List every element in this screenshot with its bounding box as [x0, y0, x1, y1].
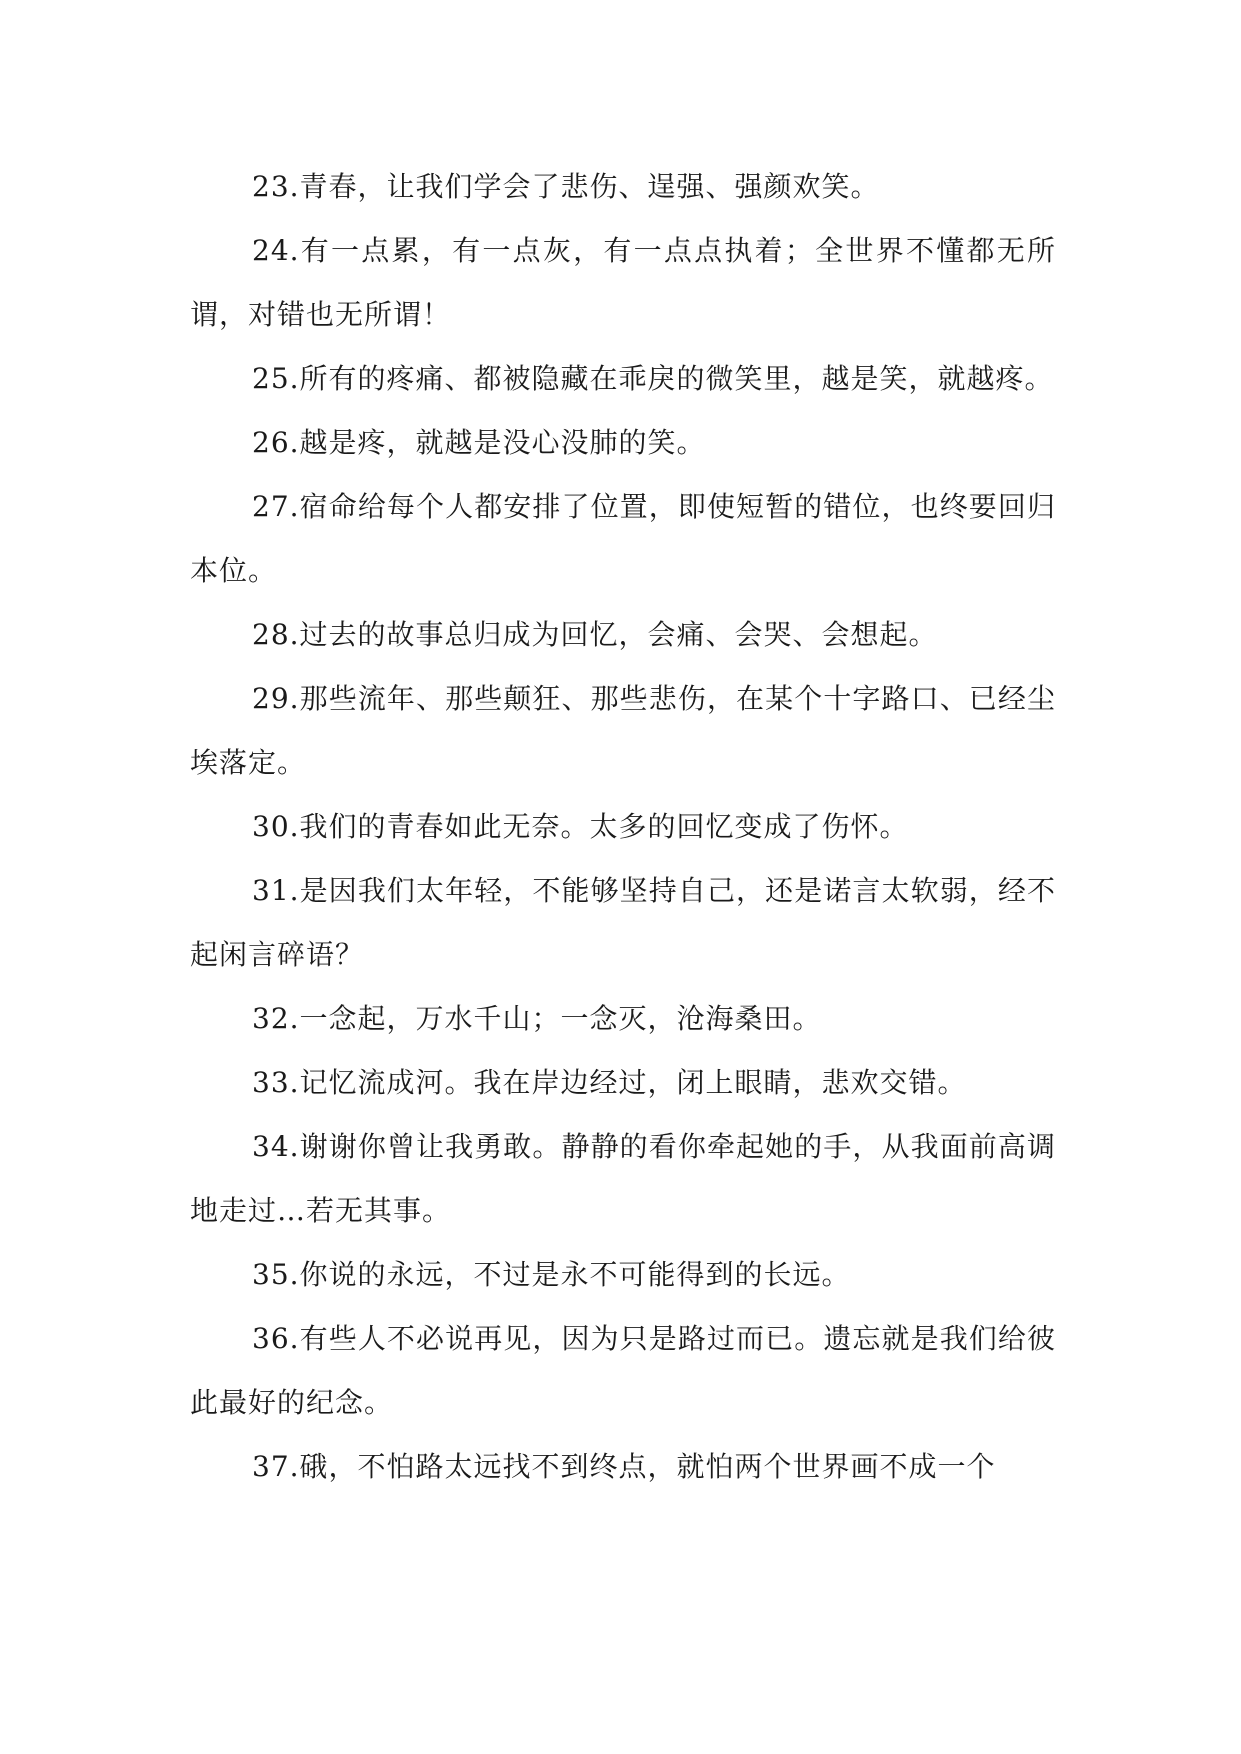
paragraph-32: 32.一念起，万水千山；一念灭，沧海桑田。 — [252, 1002, 822, 1035]
paragraph-28: 28.过去的故事总归成为回忆，会痛、会哭、会想起。 — [252, 618, 938, 651]
paragraph-26: 26.越是疼，就越是没心没肺的笑。 — [252, 426, 706, 459]
paragraph-25: 25.所有的疼痛、都被隐藏在乖戾的微笑里，越是笑，就越疼。 — [252, 362, 1054, 395]
paragraph-37: 37.硪，不怕路太远找不到终点，就怕两个世界画不成一个 — [252, 1450, 996, 1483]
paragraph-33: 33.记忆流成河。我在岸边经过，闭上眼睛，悲欢交错。 — [252, 1066, 967, 1099]
paragraph-36: 36.有些人不必说再见，因为只是路过而已。遗忘就是我们给彼此最好的纪念。 — [190, 1322, 1056, 1419]
paragraph-30: 30.我们的青春如此无奈。太多的回忆变成了伤怀。 — [252, 810, 909, 843]
document-body — [190, 155, 1056, 1499]
paragraph-23: 23.青春，让我们学会了悲伤、逞强、强颜欢笑。 — [252, 170, 880, 203]
paragraph-24: 24.有一点累，有一点灰，有一点点执着；全世界不懂都无所谓，对错也无所谓！ — [190, 234, 1056, 331]
paragraph-34: 34.谢谢你曾让我勇敢。静静的看你牵起她的手，从我面前高调地走过…若无其事。 — [190, 1130, 1056, 1227]
paragraph-31: 31.是因我们太年轻，不能够坚持自己，还是诺言太软弱，经不起闲言碎语？ — [190, 874, 1056, 971]
paragraph-29: 29.那些流年、那些颠狂、那些悲伤，在某个十字路口、已经尘埃落定。 — [190, 682, 1056, 779]
paragraph-35: 35.你说的永远，不过是永不可能得到的长远。 — [252, 1258, 851, 1291]
paragraph-27: 27.宿命给每个人都安排了位置，即使短暂的错位，也终要回归本位。 — [190, 490, 1056, 587]
